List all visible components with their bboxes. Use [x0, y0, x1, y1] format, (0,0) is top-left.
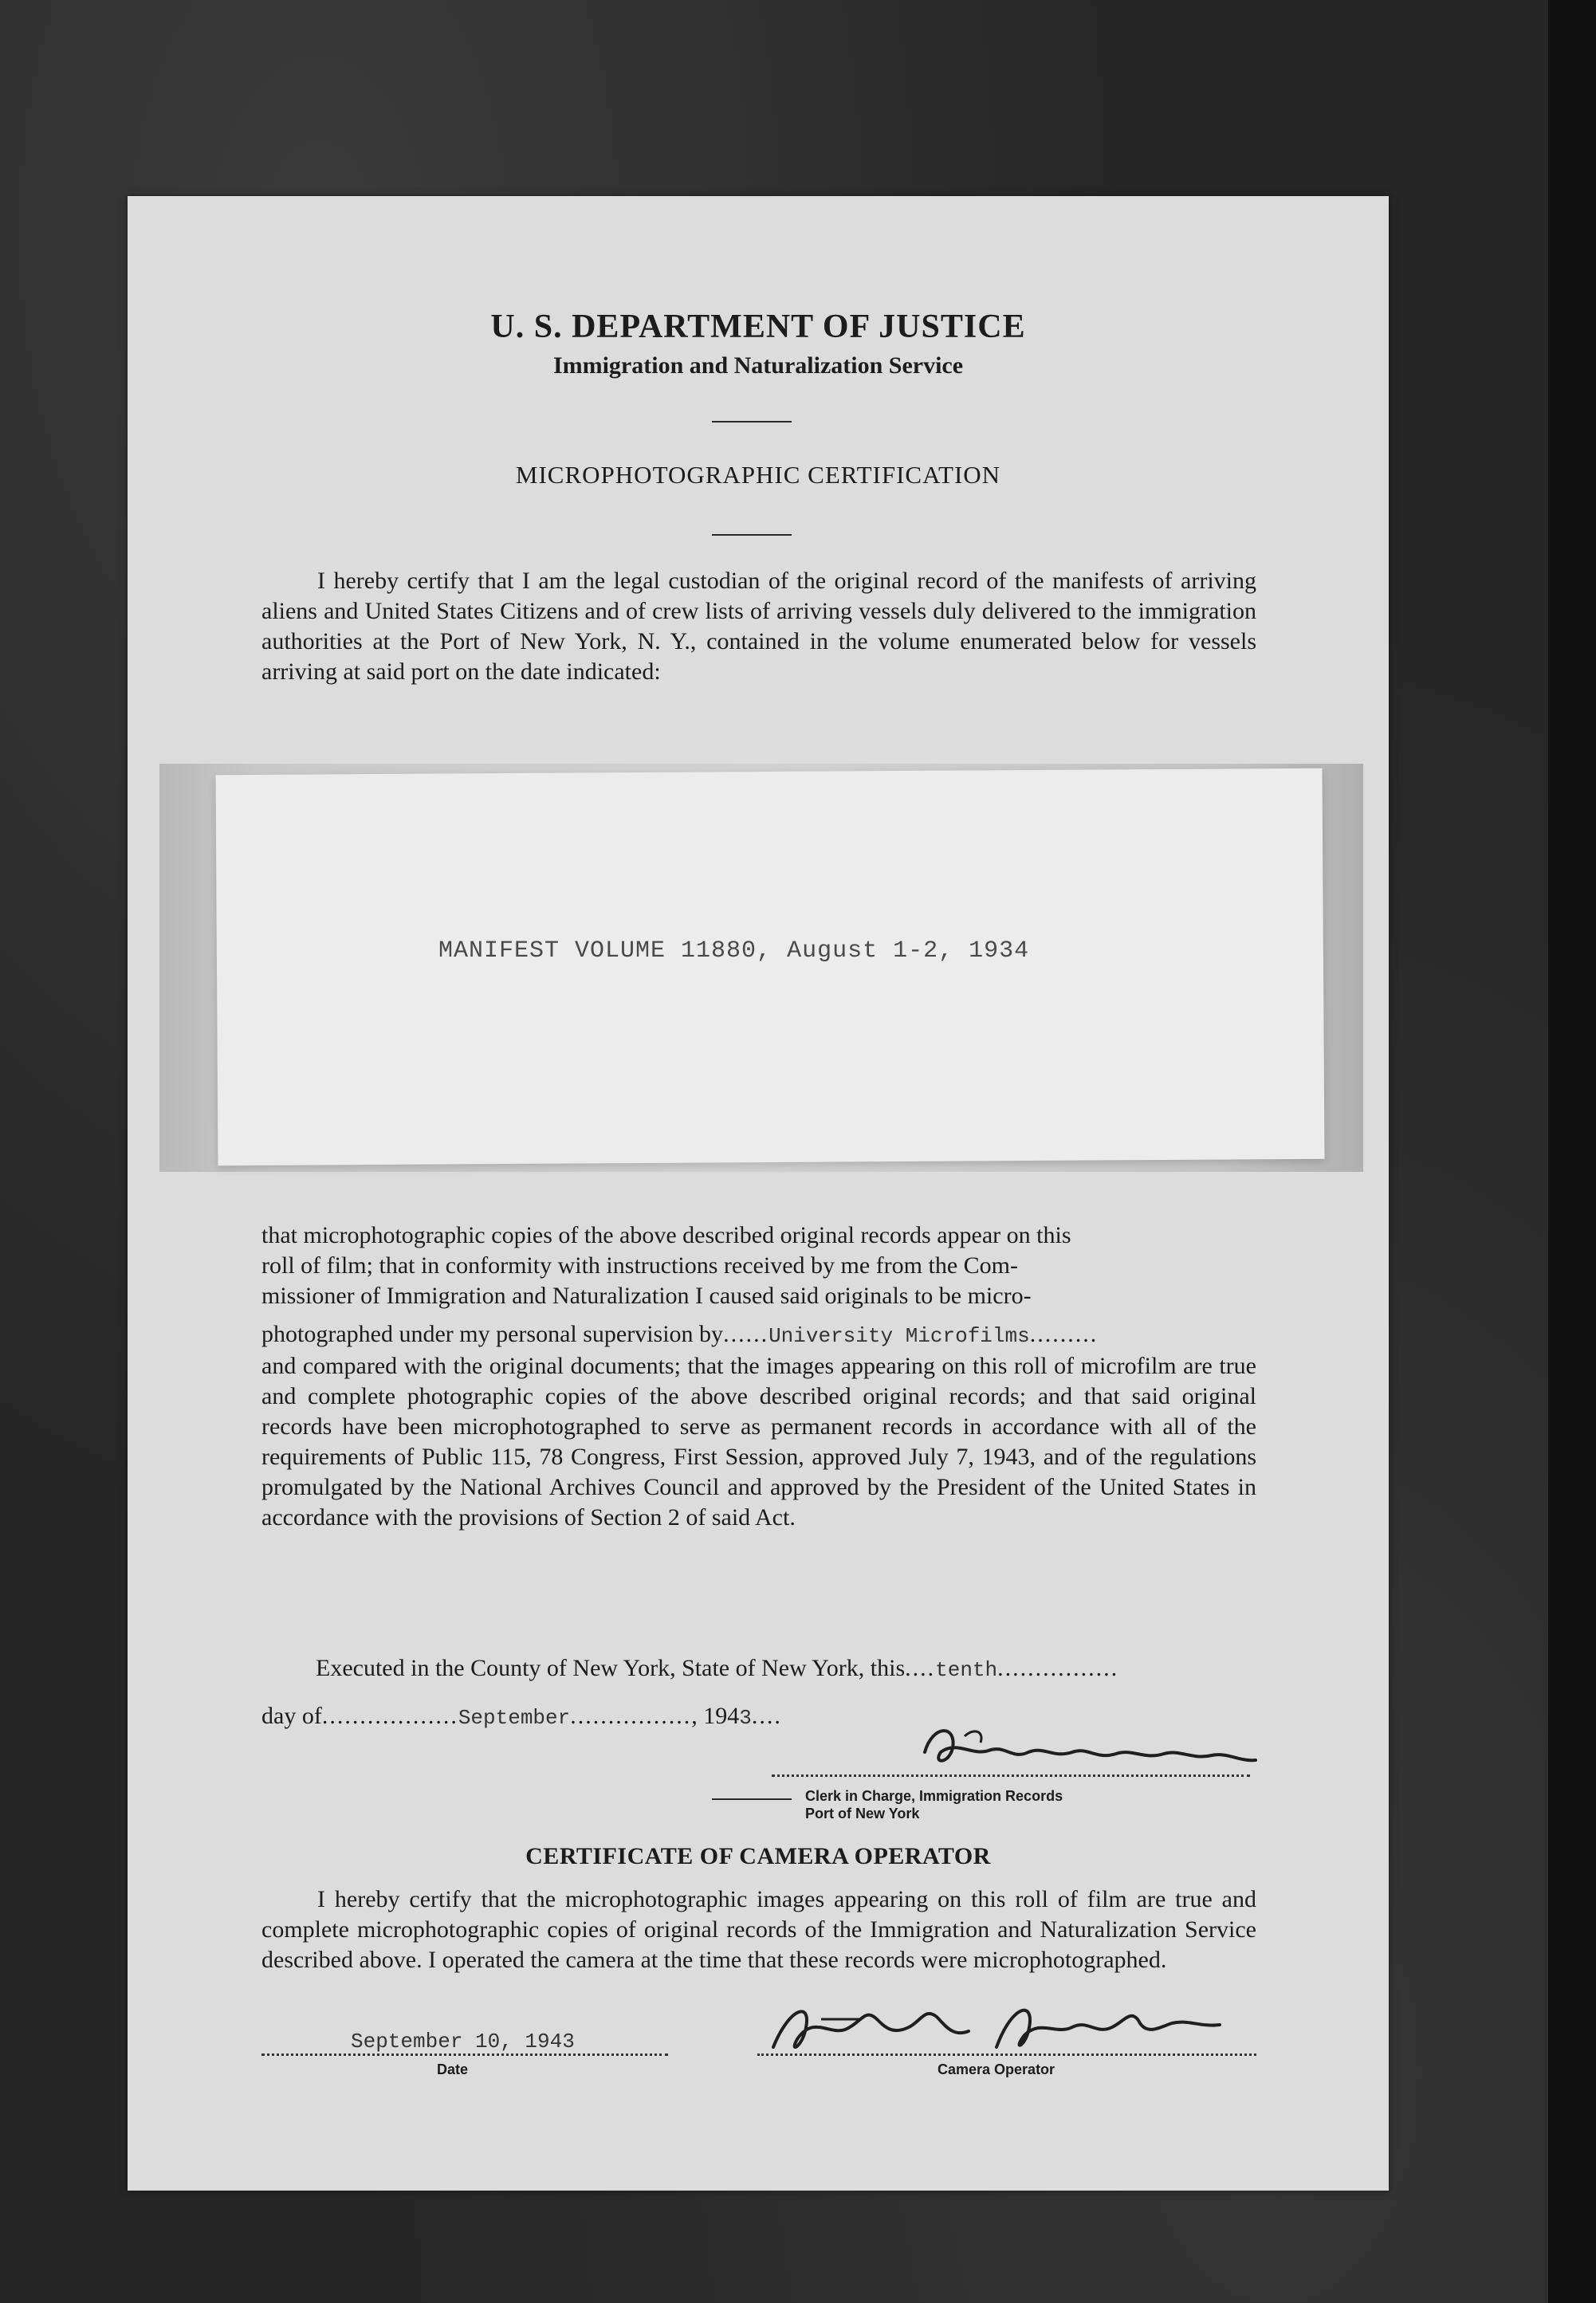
clerk-port: Port of New York — [805, 1806, 920, 1822]
service-subtitle: Immigration and Naturalization Service — [552, 352, 964, 379]
body-line: missioner of Immigration and Naturalization I caused said originals to be micro- — [261, 1283, 1032, 1309]
certification-title: MICROPHOTOGRAPHIC CERTIFICATION — [515, 461, 1001, 489]
camera-certificate-heading: CERTIFICATE OF CAMERA OPERATOR — [525, 1843, 991, 1869]
intro-paragraph: I hereby certify that I am the legal custodian of the original record of the manifests of arriving aliens and United States Citizens and of crew lists of arriving vessels duly delivered to the immigration authorities at the Port of New York, N. Y., contained in the volume enumerated below for vessels arriving at said port on the date indicated: — [261, 568, 1256, 685]
body-line: roll of film; that in conformity with instructions received by me from the Com- — [261, 1252, 1018, 1279]
execution-month: September — [458, 1706, 571, 1730]
supervisor-name: University Microfilms — [769, 1324, 1030, 1348]
clerk-signature — [917, 1720, 1260, 1780]
supervision-line: photographed under my personal supervision by......University Microfilms......... — [261, 1321, 1099, 1348]
year-prefix: , 194 — [691, 1703, 740, 1729]
clerk-title: Clerk in Charge, Immigration Records — [805, 1788, 1063, 1804]
execution-prefix: Executed in the County of New York, State of New York, this — [316, 1655, 906, 1681]
clerk-signature-line — [772, 1774, 1250, 1777]
divider — [712, 534, 792, 536]
camera-paragraph: I hereby certify that the microphotographic images appearing on this roll of film are true and complete microphotographic copies of original records of the Immigration and Naturalization Service described above. I operated the camera at the time that these records were microphotographed. — [261, 1886, 1256, 1973]
date-line — [261, 2053, 668, 2056]
supervision-prefix: photographed under my personal supervision by — [261, 1321, 724, 1347]
execution-day: tenth — [935, 1658, 998, 1682]
certification-date: September 10, 1943 — [351, 2030, 575, 2053]
operator-caption: Camera Operator — [938, 2061, 1055, 2077]
day-of-line: day of..................September................, 1943.... — [261, 1703, 782, 1730]
body-rest: and compared with the original documents; that the images appearing on this roll of microfilm are true and complete photographic copies of the above described original records; and that said original records have been microphotographed to serve as permanent records in accordance with all of the requirements of Public 115, 78 Congress, First Session, approved July 7, 1943, and of the regulations promulgated by the National Archives Council and approved by the President of the United States in accordance with the provisions of Section 2 of said Act. — [261, 1353, 1256, 1531]
body-paragraph — [261, 1220, 1256, 1533]
clerk-caption — [805, 1787, 1063, 1822]
year-digit: 3 — [739, 1706, 752, 1730]
department-title: U. S. DEPARTMENT OF JUSTICE — [490, 309, 1026, 345]
operator-signature-line — [757, 2053, 1256, 2056]
film-edge — [1548, 0, 1596, 2303]
certificate-page — [128, 196, 1389, 2191]
divider — [712, 421, 792, 422]
divider — [712, 1798, 792, 1800]
manifest-insert — [216, 768, 1325, 1165]
date-caption: Date — [437, 2061, 469, 2077]
day-of-label: day of — [261, 1703, 322, 1729]
execution-line: Executed in the County of New York, State of New York, this....tenth................ — [316, 1655, 1119, 1682]
body-line: that microphotographic copies of the above described original records appear on this — [261, 1222, 1071, 1248]
manifest-label: MANIFEST VOLUME 11880, August 1-2, 1934 — [438, 937, 1030, 965]
